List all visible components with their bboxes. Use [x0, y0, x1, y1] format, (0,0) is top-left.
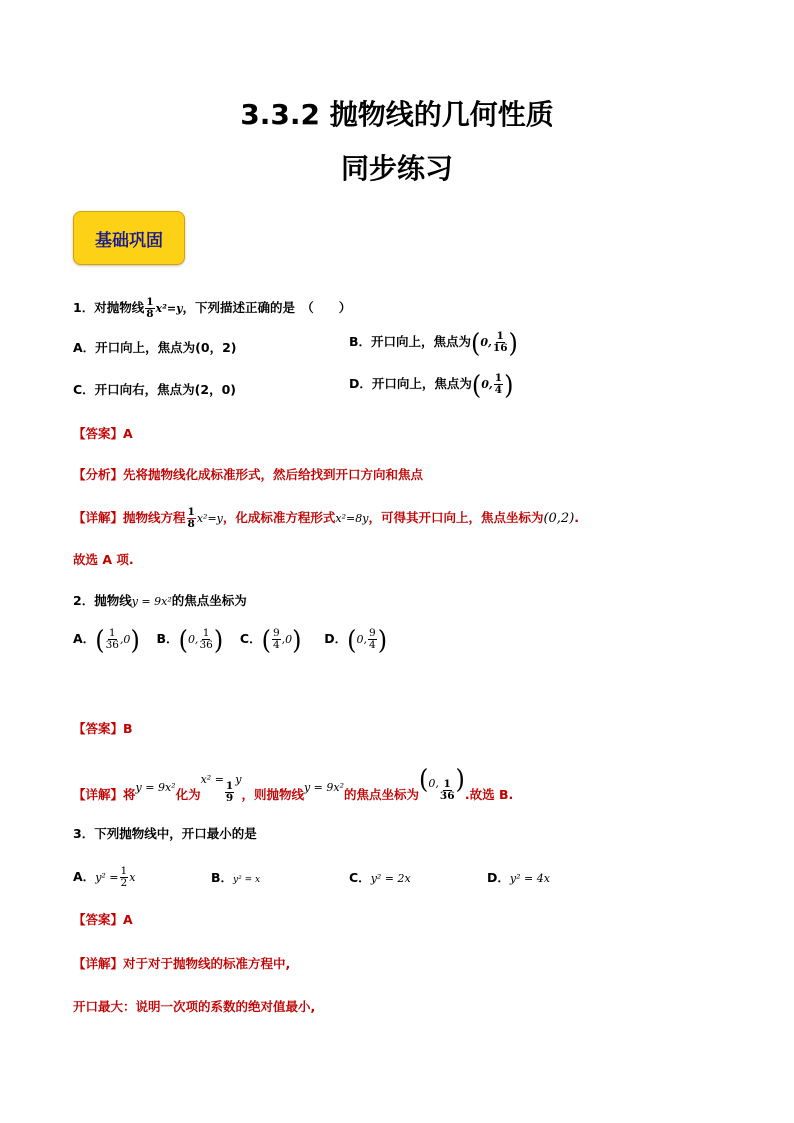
q2-options	[73, 624, 388, 655]
q2-detail: 【详解】将y = 9x²化为x² = $\frac{1}{9}$ y，则抛物线y = 9x²的焦点坐标为(0, $\frac{1}{36}$ ).故选 B.	[73, 763, 514, 804]
q1-conclusion: 故选 A 项.	[73, 552, 134, 567]
section-badge: 基础巩固	[73, 211, 185, 265]
question-1-stem	[73, 297, 351, 320]
q3-option-c: C．y² = 2x	[349, 870, 411, 885]
question-2-stem: 2．抛物线y = 9x²的焦点坐标为	[73, 593, 247, 608]
q2-option-b: B．(0, $\frac{1}{36}$ )	[156, 624, 224, 655]
page-subtitle: 同步练习	[340, 152, 453, 185]
q1-stem-prefix: 1．对抛物线	[73, 300, 145, 315]
q1-option-c: C．开口向右，焦点为(2，0)	[73, 382, 236, 397]
q1-detail: 【详解】抛物线方程 $\frac{1}{8}$ x²=y，化成标准方程形式x²=8y，可得其开口向上，焦点坐标为(0,2).	[73, 506, 580, 530]
q3-detail: 【详解】对于对于抛物线的标准方程中,	[73, 956, 291, 971]
q2-answer: 【答案】B	[73, 721, 133, 736]
q1-analysis: 【分析】先将抛物线化成标准形式，然后给找到开口方向和焦点	[73, 467, 424, 482]
q1-option-d: D．开口向上，焦点为(0, $\frac{1}{4}$ )	[349, 369, 514, 400]
q2-option-a: A．( $\frac{1}{36}$ ,0)	[73, 624, 140, 655]
q1-stem-fraction: $\frac{1}{8}$	[146, 296, 154, 320]
q1-stem-expr: x²=y	[155, 302, 183, 315]
q2-option-c: C．( $\frac{9}{4}$ ,0)	[239, 624, 302, 655]
q3-option-d: D．y² = 4x	[487, 870, 550, 885]
q1-option-d-fraction: $\frac{1}{4}$	[494, 372, 503, 396]
q1-option-b-fraction: $\frac{1}{16}$	[492, 330, 508, 354]
q3-option-a: A．y² = $\frac{1}{2}$ x	[73, 865, 136, 889]
q3-option-b: B．y² = x	[211, 870, 261, 885]
question-3-stem: 3．下列抛物线中，开口最小的是	[73, 826, 257, 841]
q2-option-d: D．(0, $\frac{9}{4}$ )	[324, 624, 388, 655]
q3-detail-2: 开口最大：说明一次项的系数的绝对值最小,	[73, 999, 316, 1014]
q1-option-b: B．开口向上，焦点为(0, $\frac{1}{16}$ )	[349, 327, 518, 358]
q1-answer: 【答案】A	[73, 426, 133, 441]
q1-stem-suffix: ，下列描述正确的是 （ ）	[182, 300, 352, 315]
page-title: 3.3.2 抛物线的几何性质	[240, 98, 554, 131]
q3-answer: 【答案】A	[73, 912, 133, 927]
q1-option-a: A．开口向上，焦点为(0，2)	[73, 340, 237, 355]
